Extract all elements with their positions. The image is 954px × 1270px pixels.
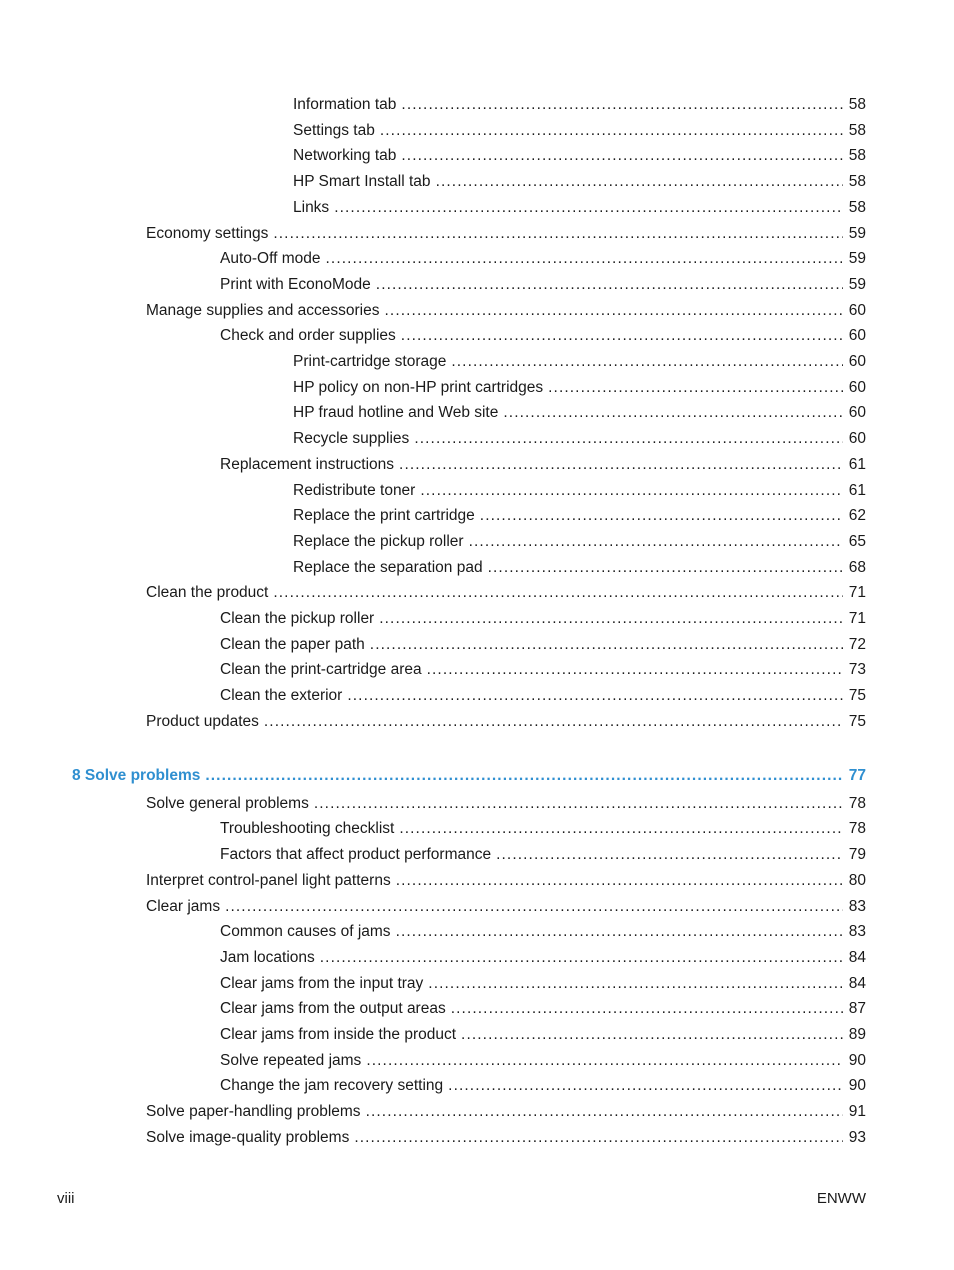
dot-leader <box>548 376 843 400</box>
toc-entry-page: 84 <box>848 974 866 992</box>
toc-entry-page: 73 <box>848 661 866 679</box>
toc-entry-page: 61 <box>848 481 866 499</box>
toc-entry[interactable] <box>220 247 866 271</box>
toc-entry-title: Clear jams <box>146 897 221 915</box>
toc-entry[interactable] <box>293 427 866 451</box>
toc-entry-page: 75 <box>848 712 866 730</box>
toc-entry[interactable] <box>146 710 866 734</box>
toc-entry-page: 84 <box>848 948 866 966</box>
toc-entry-page: 87 <box>848 1000 866 1018</box>
toc-entry-title: Solve paper-handling problems <box>146 1103 361 1121</box>
toc-entry[interactable] <box>146 1126 866 1150</box>
toc-entry-title: 8 Solve problems <box>72 766 201 784</box>
toc-entry-page: 60 <box>848 327 866 345</box>
toc-entry-title: Troubleshooting checklist <box>220 820 395 838</box>
toc-entry[interactable] <box>220 920 866 944</box>
dot-leader <box>480 504 843 528</box>
toc-entry[interactable] <box>293 376 866 400</box>
toc-entry[interactable] <box>293 504 866 528</box>
toc-entry-title: Information tab <box>293 96 397 113</box>
toc-entry[interactable] <box>220 817 866 841</box>
dot-leader <box>273 581 842 605</box>
toc-entry-title: Interpret control-panel light patterns <box>146 871 391 889</box>
toc-entry-page: 60 <box>848 301 866 319</box>
toc-entry-page: 58 <box>848 147 866 165</box>
dot-leader <box>354 1126 842 1150</box>
dot-leader <box>314 792 843 816</box>
toc-entry[interactable] <box>220 1023 866 1047</box>
toc-entry-title: Clean the pickup roller <box>220 610 375 627</box>
toc-entry-page: 78 <box>848 794 866 812</box>
toc-entry[interactable] <box>293 479 866 503</box>
toc-entry-page: 79 <box>848 846 866 864</box>
toc-entry-title: HP policy on non-HP print cartridges <box>293 378 544 396</box>
toc-entry-title: Networking tab <box>293 147 397 165</box>
toc-entry-title: Recycle supplies <box>293 430 410 448</box>
dot-leader <box>385 299 843 323</box>
dot-leader <box>225 895 843 919</box>
toc-entry-title: Factors that affect product performance <box>220 846 492 864</box>
toc-entry[interactable] <box>293 401 866 425</box>
dot-leader <box>427 658 843 682</box>
toc-entry[interactable] <box>146 869 866 893</box>
dot-leader <box>396 869 843 893</box>
toc-entry-title: Settings tab <box>293 121 375 139</box>
toc-entry[interactable] <box>220 946 866 970</box>
toc-entry[interactable] <box>220 1049 866 1073</box>
dot-leader <box>320 946 843 970</box>
toc-entry[interactable] <box>293 170 866 194</box>
toc-entry-page: 89 <box>848 1026 866 1043</box>
toc-entry-page: 59 <box>848 250 866 268</box>
toc-entry-page: 59 <box>848 275 866 293</box>
toc-entry-page: 83 <box>848 897 866 915</box>
toc-entry-title: Solve general problems <box>146 794 309 812</box>
toc-entry-page: 61 <box>848 455 866 473</box>
toc-entry-page: 62 <box>848 507 866 525</box>
toc-entry-page: 93 <box>848 1128 866 1146</box>
toc-entry-page: 60 <box>848 353 866 370</box>
toc-entry-title: Clean the print-cartridge area <box>220 661 422 679</box>
toc-entry[interactable] <box>220 273 866 297</box>
dot-leader <box>273 222 842 246</box>
toc-entry-title: Change the jam recovery setting <box>220 1077 444 1095</box>
dot-leader <box>401 93 842 117</box>
toc-entry-page: 60 <box>848 430 866 448</box>
toc-entry-title: Clean the paper path <box>220 635 365 653</box>
dot-leader <box>420 479 842 503</box>
toc-entry[interactable] <box>293 556 866 580</box>
toc-entry[interactable] <box>293 144 866 168</box>
toc-entry-title: Clean the product <box>146 584 269 602</box>
toc-entry-page: 58 <box>848 121 866 139</box>
toc-entry-page: 80 <box>848 871 866 889</box>
toc-entry[interactable] <box>293 93 866 117</box>
toc-entry-title: Jam locations <box>220 948 315 966</box>
footer-label: ENWW <box>816 1190 866 1207</box>
toc-entry[interactable] <box>220 1074 866 1098</box>
dot-leader <box>451 997 843 1021</box>
toc-entry[interactable] <box>293 119 866 143</box>
toc-entry[interactable] <box>293 530 866 554</box>
dot-leader <box>436 170 843 194</box>
dot-leader <box>461 1023 843 1047</box>
toc-entry[interactable] <box>220 607 866 631</box>
toc-entry-title: Replace the separation pad <box>293 558 483 576</box>
toc-entry-title: Manage supplies and accessories <box>146 301 380 319</box>
dot-leader <box>399 453 843 477</box>
dot-leader <box>366 1049 842 1073</box>
dot-leader <box>496 843 843 867</box>
dot-leader <box>380 119 843 143</box>
toc-entry-page: 65 <box>848 532 866 550</box>
toc-entry[interactable] <box>220 633 866 657</box>
dot-leader <box>401 144 842 168</box>
toc-entry-title: Replacement instructions <box>220 455 395 473</box>
toc-entry-title: Clear jams from the output areas <box>220 1000 446 1018</box>
toc-entry-title: Clean the exterior <box>220 687 343 705</box>
toc-entry[interactable] <box>293 350 866 374</box>
dot-leader <box>488 556 843 580</box>
toc-entry[interactable] <box>220 997 866 1021</box>
toc-entry-title: HP Smart Install tab <box>293 173 431 191</box>
toc-entry[interactable] <box>146 1100 866 1124</box>
dot-leader <box>334 196 843 220</box>
dot-leader <box>379 607 843 631</box>
toc-entry[interactable] <box>146 222 866 246</box>
toc-entry[interactable] <box>220 453 866 477</box>
dot-leader <box>347 684 842 708</box>
toc-entry-page: 60 <box>848 378 866 396</box>
toc-entry-page: 77 <box>848 766 866 784</box>
dot-leader <box>451 350 842 374</box>
toc-entry-page: 71 <box>848 610 866 627</box>
dot-leader <box>469 530 843 554</box>
dot-leader <box>370 633 843 657</box>
toc-entry[interactable] <box>220 684 866 708</box>
toc-entry-title: Clear jams from the input tray <box>220 974 424 992</box>
dot-leader <box>264 710 843 734</box>
toc-entry-page: 58 <box>848 173 866 191</box>
toc-entry-page: 90 <box>848 1077 866 1095</box>
toc-entry[interactable] <box>293 196 866 220</box>
toc-entry-page: 71 <box>848 584 866 602</box>
toc-entry-page: 58 <box>848 96 866 113</box>
toc-entry[interactable] <box>220 658 866 682</box>
toc-entry-title: Economy settings <box>146 224 269 242</box>
toc-entry-page: 75 <box>848 687 866 705</box>
toc-entry[interactable] <box>220 324 866 348</box>
toc-entry-title: Redistribute toner <box>293 481 416 499</box>
toc-entry-title: Replace the pickup roller <box>293 532 464 550</box>
toc-chapter-entry[interactable] <box>72 764 866 788</box>
dot-leader <box>396 920 843 944</box>
toc-entry[interactable] <box>146 581 866 605</box>
toc-entry-page: 60 <box>848 404 866 422</box>
toc-entry-title: Replace the print cartridge <box>293 507 475 525</box>
toc-entry-title: Product updates <box>146 712 259 730</box>
page-number: viii <box>57 1190 75 1207</box>
toc-entry-title: Check and order supplies <box>220 327 396 345</box>
dot-leader <box>399 817 842 841</box>
dot-leader <box>414 427 842 451</box>
toc-entry-page: 58 <box>848 198 866 216</box>
toc-entry-title: Print-cartridge storage <box>293 353 447 370</box>
toc-entry-title: Clear jams from inside the product <box>220 1026 457 1043</box>
toc-entry-title: Solve repeated jams <box>220 1051 362 1069</box>
toc-entry-page: 78 <box>848 820 866 838</box>
dot-leader <box>428 972 842 996</box>
toc-entry-page: 90 <box>848 1051 866 1069</box>
dot-leader <box>401 324 843 348</box>
toc-entry-page: 91 <box>848 1103 866 1121</box>
dot-leader <box>205 764 842 788</box>
toc-entry-title: Links <box>293 198 330 216</box>
toc-entry-page: 59 <box>848 224 866 242</box>
toc-entry-title: Print with EconoMode <box>220 275 371 293</box>
dot-leader <box>366 1100 843 1124</box>
dot-leader <box>376 273 843 297</box>
toc-entry[interactable] <box>146 299 866 323</box>
toc-entry-title: HP fraud hotline and Web site <box>293 404 499 422</box>
toc-entry[interactable] <box>146 792 866 816</box>
dot-leader <box>326 247 843 271</box>
toc-entry-page: 68 <box>848 558 866 576</box>
toc-entry-page: 72 <box>848 635 866 653</box>
toc-entry-title: Solve image-quality problems <box>146 1128 350 1146</box>
toc-entry[interactable] <box>220 972 866 996</box>
toc-entry-page: 83 <box>848 923 866 941</box>
dot-leader <box>503 401 842 425</box>
dot-leader <box>448 1074 843 1098</box>
toc-entry-title: Common causes of jams <box>220 923 391 941</box>
toc-entry-title: Auto-Off mode <box>220 250 321 268</box>
toc-entry[interactable] <box>146 895 866 919</box>
toc-entry[interactable] <box>220 843 866 867</box>
